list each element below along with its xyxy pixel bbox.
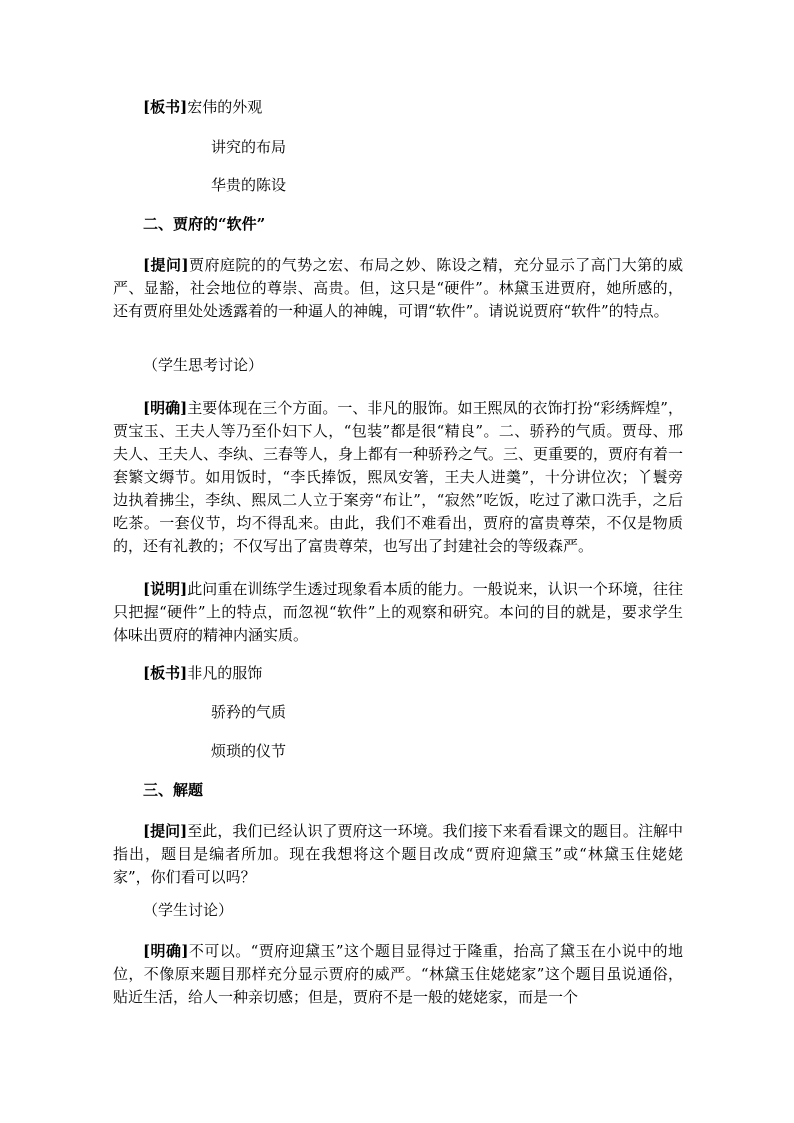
question-text: 至此，我们已经认识了贾府这一环境。我们接下来看看课文的题目。注解中指出，题目是编者所加。现在我想将这个题目改成“贾府迎黛玉”或“林黛玉住姥姥家”，你们看可以吗？ bbox=[113, 822, 683, 886]
explain-text: 此问重在训练学生透过现象看本质的能力。一般说来，认识一个环境，往往只把握“硬件”上的特点，而忽视“软件”上的观察和研究。本问的目的就是，要求学生体味出贾府的精神内涵实质。 bbox=[113, 580, 683, 644]
board-note-1 bbox=[143, 97, 262, 117]
board-item: 讲究的布局 bbox=[211, 138, 287, 156]
discussion-note: （学生思考讨论） bbox=[143, 356, 264, 374]
clarify-tag: [明确] bbox=[143, 942, 189, 960]
board-item: 烦琐的仪节 bbox=[211, 742, 287, 760]
board-tag: [板书] bbox=[143, 98, 188, 116]
board-item: 非凡的服饰 bbox=[187, 664, 263, 682]
section-title: 二、贾府的“软件” bbox=[143, 215, 266, 233]
question-tag: [提问] bbox=[143, 822, 188, 840]
question-tag: [提问] bbox=[143, 256, 189, 274]
clarify-text: 主要体现在三个方面。一、非凡的服饰。如王熙凤的衣饰打扮“彩绣辉煌”，贾宝玉、王夫人等乃至仆妇下人，“包装”都是很“精良”。二、骄矜的气质。贾母、邢夫人、王夫人、李纨、三春等人，身上都有一种骄矜之气。三、更重要的，贾府有着一套繁文缛节。如用饭时，“李氏捧饭，熙凤安箸，王夫人进羹”，十分讲位次；丫鬟旁边执着拂尘，李纨、熙凤二人立于案旁“布让”，“寂然”吃饭，吃过了漱口洗手，之后吃茶。一套仪节，均不得乱来。由此，我们不难看出，贾府的富贵尊荣，不仅是物质的，还有礼教的；不仅写出了富贵尊荣，也写出了封建社会的等级森严。 bbox=[113, 399, 684, 555]
board-tag: [板书] bbox=[143, 664, 188, 682]
clarify-text: 不可以。“贾府迎黛玉”这个题目显得过于隆重，抬高了黛玉在小说中的地位，不像原来题目那样充分显示贾府的威严。“林黛玉住姥姥家”这个题目虽说通俗，贴近生活，给人一种亲切感；但是，贾府不是一般的姥姥家，而是一个 bbox=[113, 942, 683, 1006]
clarify-paragraph bbox=[113, 397, 683, 558]
question-paragraph bbox=[113, 820, 683, 889]
board-item: 宏伟的外观 bbox=[187, 98, 263, 116]
question-paragraph bbox=[113, 254, 683, 323]
board-note-2 bbox=[143, 663, 262, 683]
section-title: 三、解题 bbox=[143, 781, 204, 799]
explain-paragraph bbox=[113, 578, 683, 647]
board-item: 华贵的陈设 bbox=[211, 176, 287, 194]
discussion-note: （学生讨论） bbox=[143, 901, 234, 919]
board-item: 骄矜的气质 bbox=[211, 703, 287, 721]
clarify-tag: [明确] bbox=[143, 399, 188, 417]
question-text: 贾府庭院的的气势之宏、布局之妙、陈设之精，充分显示了高门大第的威严、显豁，社会地位的尊崇、高贵。但，这只是“硬件”。林黛玉进贾府，她所感的，还有贾府里处处透露着的一种逼人的神魄，可谓“软件”。请说说贾府“软件”的特点。 bbox=[113, 256, 683, 320]
explain-tag: [说明] bbox=[143, 580, 188, 598]
clarify-paragraph bbox=[113, 940, 683, 1009]
